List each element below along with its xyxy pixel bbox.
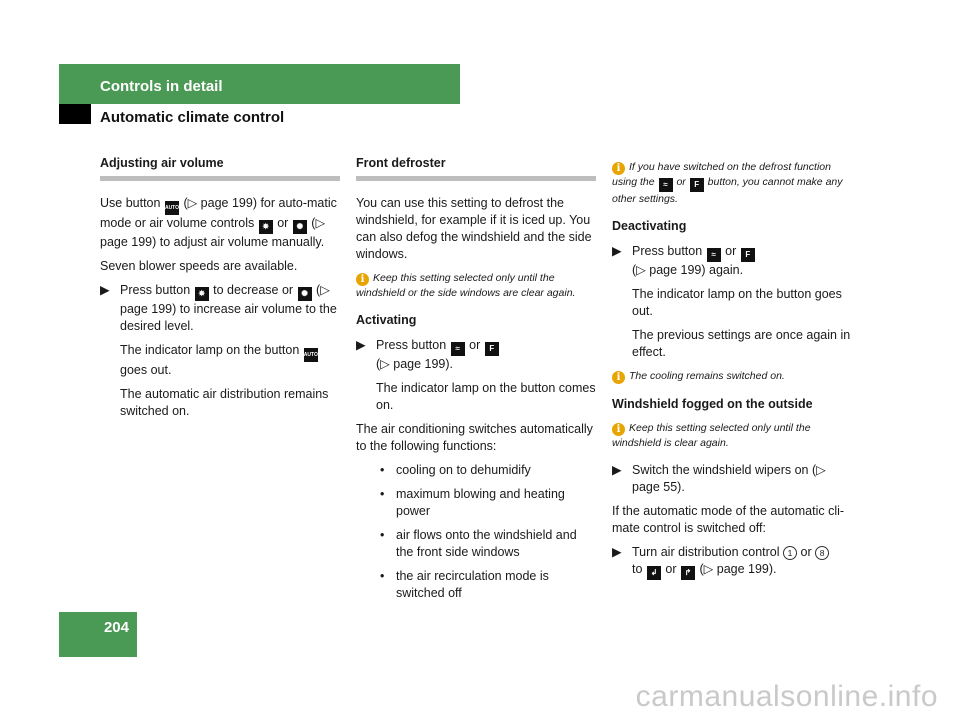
auto-button-icon: AUTO — [165, 201, 179, 215]
subheading-fogged: Windshield fogged on the outside — [612, 397, 813, 411]
callout-number: 8 — [815, 546, 829, 560]
text: (▷ page 199) again. — [632, 263, 744, 277]
bullet-dot: • — [380, 528, 385, 542]
text: air flows onto the windshield and the front side windows — [396, 528, 577, 559]
fan-high-icon: ✺ — [293, 220, 307, 234]
text: Press button — [120, 283, 191, 297]
front-defrost-icon: F — [485, 342, 499, 356]
bullet-dot: • — [380, 463, 385, 477]
list-item — [356, 527, 596, 561]
text: Use button — [100, 196, 161, 210]
note-text: Keep this setting selected only until the windshield or the side windows are clear again. — [356, 272, 576, 299]
info-note — [612, 421, 856, 450]
text: (▷ page 199) to increase air volume to the desired level. — [120, 283, 337, 333]
watermark: carmanualsonline.info — [635, 680, 938, 713]
section-subtitle: Automatic climate control — [100, 109, 285, 126]
paragraph-switch: The air conditioning switches automatically to the following functions: — [356, 422, 593, 453]
step-result-indicator — [100, 342, 340, 379]
text: or — [469, 338, 481, 352]
fan-low-icon: ✵ — [195, 287, 209, 301]
text: The indicator lamp on the button — [120, 343, 300, 357]
text: (▷ page 199). — [699, 562, 777, 576]
arrow-icon: ▶ — [100, 283, 110, 297]
text: Press button — [632, 244, 703, 258]
info-icon: i — [612, 423, 625, 436]
step-press-button — [100, 282, 340, 335]
front-defrost-icon: F — [741, 248, 755, 262]
fan-high-icon: ✺ — [298, 287, 312, 301]
fan-low-icon: ✵ — [259, 220, 273, 234]
text: cooling on to dehumidify — [396, 463, 531, 477]
text: Press button — [376, 338, 447, 352]
text: (▷ page 199). — [376, 357, 454, 371]
step-result-distribution: The automatic air distribution remains switched on. — [120, 387, 329, 418]
note-text: button, you cannot make any other settings. — [612, 176, 843, 205]
defrost-icon: ≈ — [451, 342, 465, 356]
paragraph-buttons — [100, 195, 340, 251]
list-item — [356, 486, 596, 520]
note-text: If you have switched on the defrost function using the — [612, 161, 831, 188]
note-text: Keep this setting selected only until the windshield is clear again. — [612, 422, 811, 449]
text: or — [277, 216, 289, 230]
list-item — [356, 568, 596, 602]
arrow-icon: ▶ — [356, 338, 366, 352]
step-result-lamp: The indicator lamp on the button comes on. — [376, 381, 596, 412]
arrow-icon: ▶ — [612, 244, 622, 258]
defrost-icon: ≈ — [707, 248, 721, 262]
section-title: Controls in detail — [100, 78, 223, 95]
callout-number: 1 — [783, 546, 797, 560]
air-distribution-windshield-footwell-icon: ↱ — [681, 566, 695, 580]
step-press-again — [612, 243, 856, 279]
note-text: or — [676, 176, 686, 188]
info-icon: i — [356, 273, 369, 286]
info-icon: i — [612, 371, 625, 384]
info-icon: i — [612, 162, 625, 175]
subheading-deactivating: Deactivating — [612, 219, 687, 233]
step-press-defrost — [356, 337, 596, 373]
step-result-previous: The previous settings are once again in effect. — [632, 328, 851, 359]
text: goes out. — [120, 363, 172, 377]
step-result-lamp-out: The indicator lamp on the button goes out. — [632, 287, 842, 318]
subheading-activating: Activating — [356, 313, 417, 327]
text: (▷ page 199) to adjust air volume manually. — [100, 216, 326, 249]
info-note — [356, 271, 596, 300]
text: or — [800, 545, 812, 559]
text: or — [665, 562, 677, 576]
paragraph-blower-speeds: Seven blower speeds are available. — [100, 259, 298, 273]
defrost-icon: ≈ — [659, 178, 673, 192]
page-number: 204 — [103, 619, 129, 636]
bullet-dot: • — [380, 569, 385, 583]
column-front-defroster — [356, 155, 596, 609]
text: Switch the windshield wipers on (▷ page 55). — [632, 463, 826, 494]
text: maximum blowing and heating power — [396, 487, 565, 518]
auto-button-icon: AUTO — [304, 348, 318, 362]
arrow-icon: ▶ — [612, 463, 622, 477]
text: the air recirculation mode is switched off — [396, 569, 549, 600]
text: or — [725, 244, 737, 258]
bullet-dot: • — [380, 487, 385, 501]
step-wipers — [612, 462, 856, 496]
list-item — [356, 462, 596, 479]
front-defrost-icon: F — [690, 178, 704, 192]
text: to decrease or — [213, 283, 294, 297]
header-tab — [59, 104, 91, 124]
note-text: The cooling remains switched on. — [629, 370, 785, 382]
heading-rule — [356, 176, 596, 181]
paragraph-intro: You can use this setting to defrost the windshield, for example if it is iced up. You can also defog the windshield and the side windows. — [356, 196, 592, 261]
text: to — [632, 562, 643, 576]
heading-rule — [100, 176, 340, 181]
column-deactivating — [612, 160, 856, 587]
heading-front-defroster: Front defroster — [356, 156, 446, 170]
info-note — [612, 160, 856, 206]
text: Turn air distribution control — [632, 545, 780, 559]
paragraph-auto-off: If the automatic mode of the automatic cli-mate control is switched off: — [612, 504, 845, 535]
text: (▷ page 199) for auto-matic mode or air volume controls — [100, 196, 337, 230]
air-distribution-windshield-icon: ↲ — [647, 566, 661, 580]
arrow-icon: ▶ — [612, 545, 622, 559]
column-adjusting-air-volume — [100, 155, 340, 427]
info-note — [612, 369, 856, 384]
step-turn-control — [612, 544, 856, 580]
heading-adjusting-air-volume: Adjusting air volume — [100, 156, 224, 170]
